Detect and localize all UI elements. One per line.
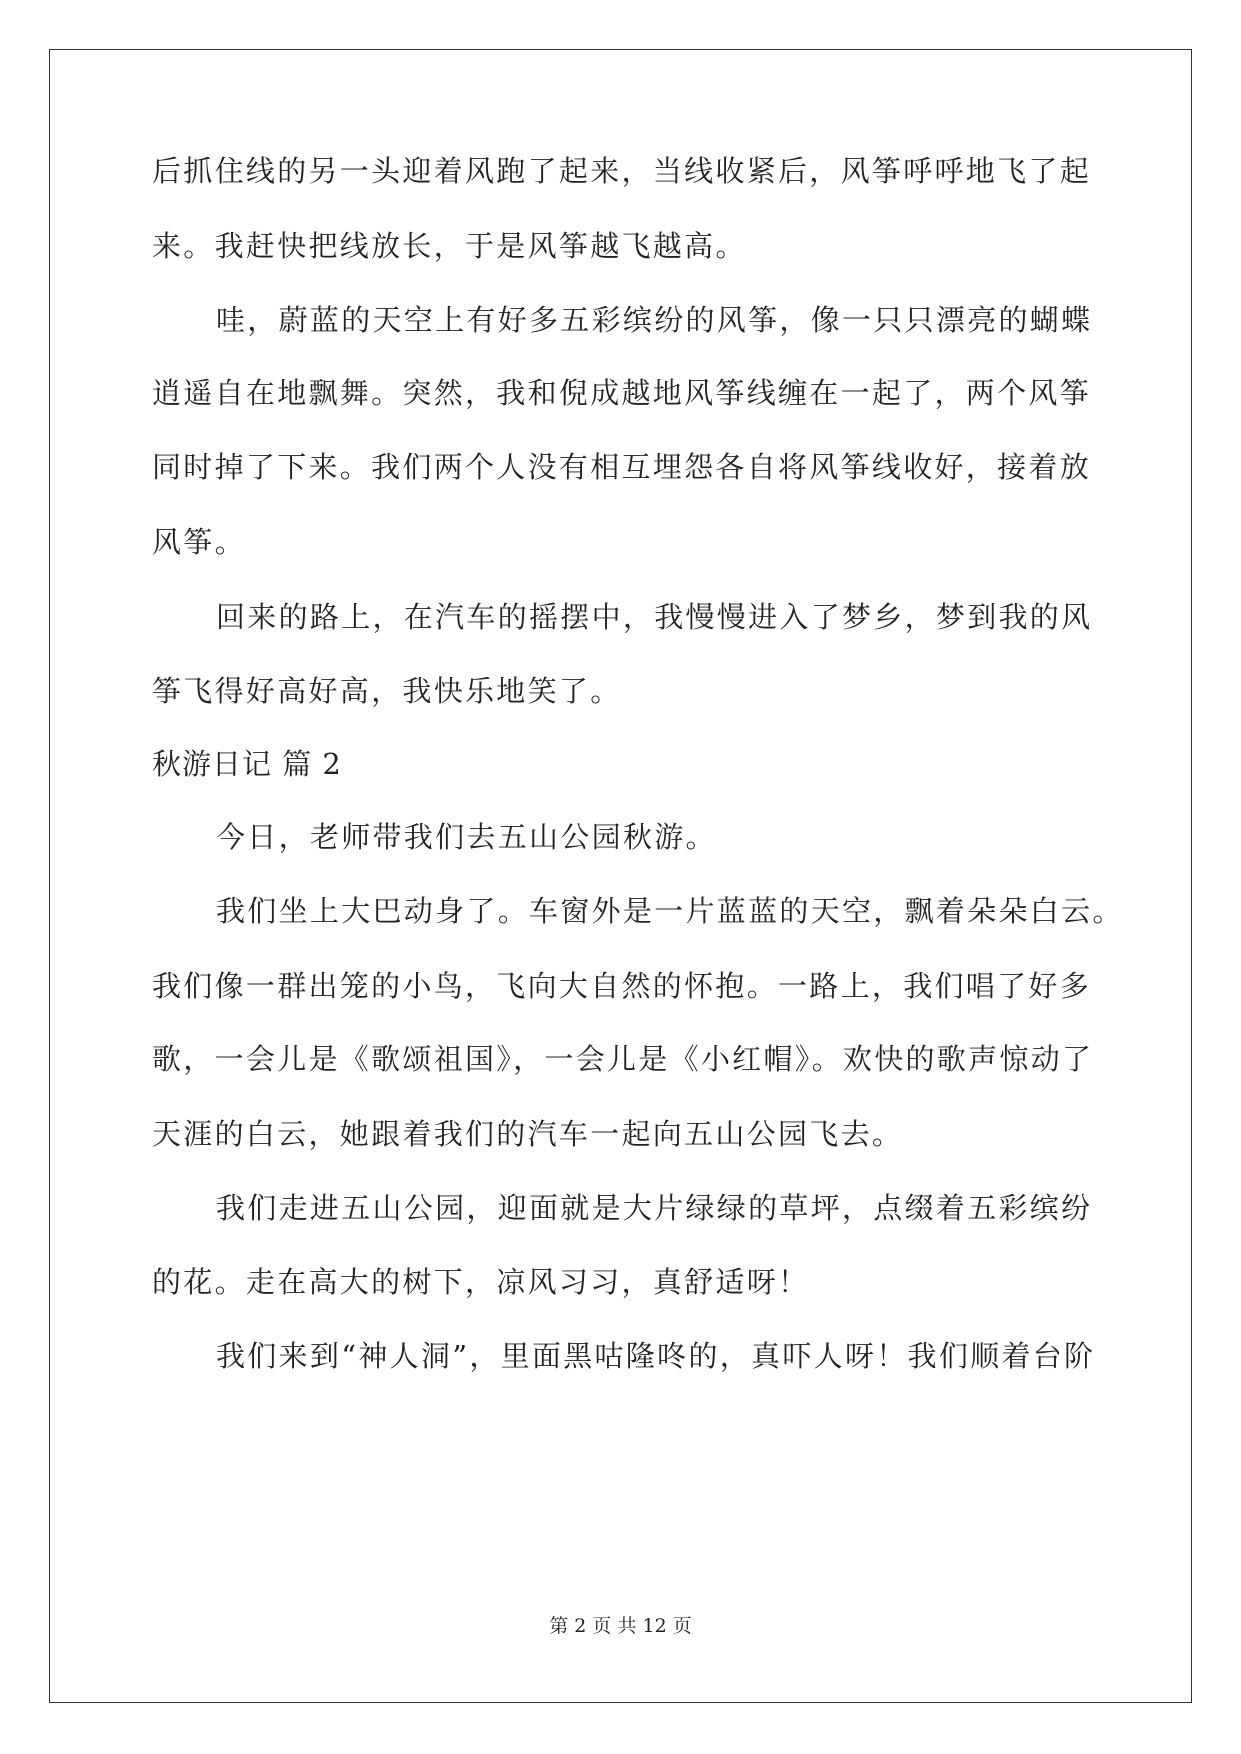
text-line: 我们走进五山公园，迎面就是大片绿绿的草坪，点缀着五彩缤纷 bbox=[216, 1191, 1093, 1225]
text-line: 筝飞得好高好高，我快乐地笑了。 bbox=[152, 674, 622, 708]
text-line: 同时掉了下来。我们两个人没有相互埋怨各自将风筝线收好，接着放 bbox=[152, 450, 1092, 484]
page-border bbox=[49, 49, 1192, 1703]
text-line: 歌，一会儿是《歌颂祖国》，一会儿是《小红帽》。欢快的歌声惊动了 bbox=[152, 1042, 1094, 1076]
text-line: 我们像一群出笼的小鸟，飞向大自然的怀抱。一路上，我们唱了好多 bbox=[152, 969, 1092, 1003]
text-line: 后抓住线的另一头迎着风跑了起来，当线收紧后，风筝呼呼地飞了起 bbox=[152, 154, 1092, 188]
page-number: 第 2 页 共 12 页 bbox=[549, 1615, 692, 1637]
text-line: 哇，蔚蓝的天空上有好多五彩缤纷的风筝，像一只只漂亮的蝴蝶 bbox=[216, 303, 1093, 337]
text-line: 的花。走在高大的树下，凉风习习，真舒适呀！ bbox=[152, 1265, 810, 1299]
text-line: 回来的路上，在汽车的摇摆中，我慢慢进入了梦乡，梦到我的风 bbox=[216, 600, 1093, 634]
text-line: 风筝。 bbox=[152, 525, 246, 559]
text-line: 我们坐上大巴动身了。车窗外是一片蓝蓝的天空，飘着朵朵白云。 bbox=[216, 894, 1124, 928]
section-heading: 秋游日记 篇 2 bbox=[152, 747, 342, 781]
text-line: 来。我赶快把线放长，于是风筝越飞越高。 bbox=[152, 229, 747, 263]
text-line: 今日，老师带我们去五山公园秋游。 bbox=[216, 820, 717, 854]
text-line: 我们来到“神人洞”，里面黑咕隆咚的，真吓人呀！我们顺着台阶 bbox=[216, 1339, 1096, 1373]
text-line: 天涯的白云，她跟着我们的汽车一起向五山公园飞去。 bbox=[152, 1117, 904, 1151]
text-line: 逍遥自在地飘舞。突然，我和倪成越地风筝线缠在一起了，两个风筝 bbox=[152, 376, 1092, 410]
